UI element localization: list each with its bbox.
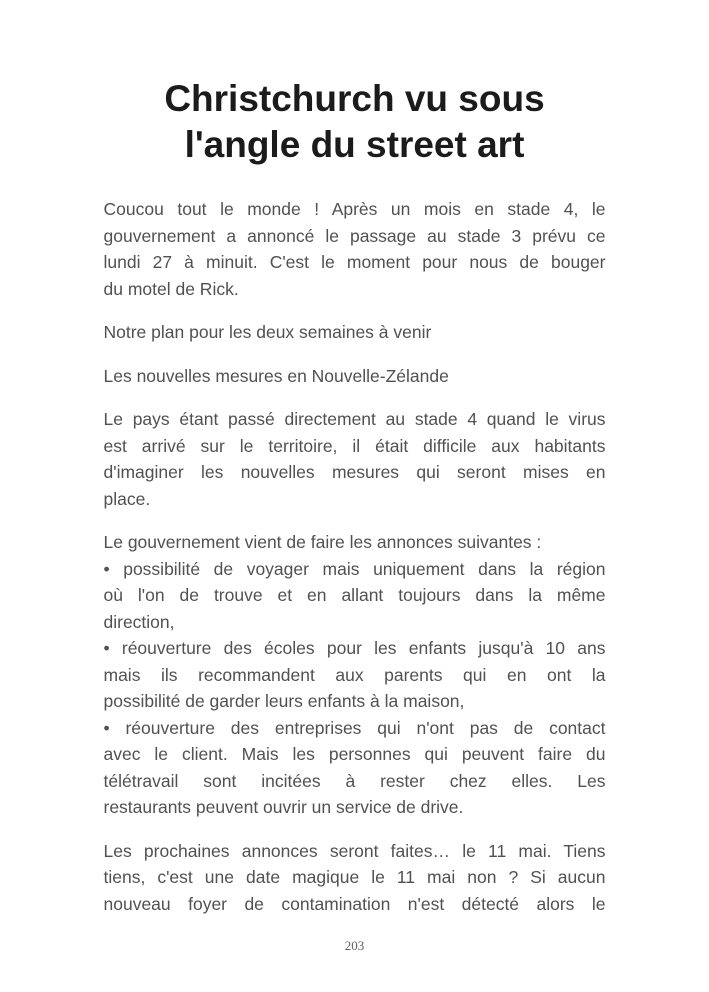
- paragraph-line: • réouverture des écoles pour les enfants jusqu'à 10 ans: [103, 638, 606, 658]
- paragraph-line: Le pays étant passé directement au stade 4 quand le virus: [103, 409, 606, 429]
- paragraph-line: place.: [103, 488, 151, 509]
- paragraph-line: télétravail sont incitées à rester chez elles. Les: [103, 770, 606, 791]
- paragraph-line: Les nouvelles mesures en Nouvelle-Zélande: [103, 365, 449, 386]
- paragraph-line: du motel de Rick.: [103, 278, 239, 299]
- paragraph-line: • réouverture des entreprises qui n'ont pas de contact: [103, 717, 606, 738]
- paragraph-line: avec le client. Mais les personnes qui peuvent faire du: [103, 744, 606, 764]
- paragraph-line: tiens, c'est une date magique le 11 mai non ? Si aucun: [103, 867, 606, 887]
- paragraph-line: mais ils recommandent aux parents qui en ont la: [103, 664, 606, 685]
- paragraph-line: est arrivé sur le territoire, il était difficile aux habitants: [103, 435, 606, 456]
- page-title-line-1: Christchurch vu sous: [164, 78, 545, 119]
- paragraph-line: nouveau foyer de contamination n'est détecté alors le: [103, 893, 606, 914]
- paragraph-line: restaurants peuvent ouvrir un service de drive.: [103, 797, 464, 817]
- paragraph: [104, 838, 606, 918]
- paragraph-line: direction,: [103, 611, 175, 632]
- paragraph: [104, 196, 606, 302]
- paragraph: [104, 529, 606, 821]
- body-text: [104, 196, 606, 917]
- paragraph-line: possibilité de garder leurs enfants à la maison,: [103, 691, 465, 711]
- paragraph-line: gouvernement a annoncé le passage au stade 3 prévu ce: [103, 225, 606, 246]
- paragraph-line: où l'on de trouve et en allant toujours dans la même: [103, 585, 606, 605]
- paragraph: [104, 406, 606, 512]
- paragraph-line: lundi 27 à minuit. C'est le moment pour nous de bouger: [103, 252, 606, 272]
- paragraph: [104, 319, 606, 346]
- page-title-line-2: l'angle du street art: [184, 124, 525, 165]
- paragraph-line: • possibilité de voyager mais uniquement dans la région: [103, 558, 606, 579]
- paragraph-line: Notre plan pour les deux semaines à venir: [103, 322, 432, 342]
- paragraph-line: Coucou tout le monde ! Après un mois en stade 4, le: [103, 199, 606, 219]
- paragraph-line: d'imaginer les nouvelles mesures qui seront mises en: [103, 462, 606, 482]
- page-title: [0, 0, 709, 168]
- paragraph-line: Les prochaines annonces seront faites… le 11 mai. Tiens: [103, 840, 606, 861]
- page-footer: [0, 938, 709, 954]
- page-number: 203: [344, 938, 365, 953]
- paragraph: [104, 363, 606, 390]
- paragraph-line: Le gouvernement vient de faire les annonces suivantes :: [103, 532, 542, 552]
